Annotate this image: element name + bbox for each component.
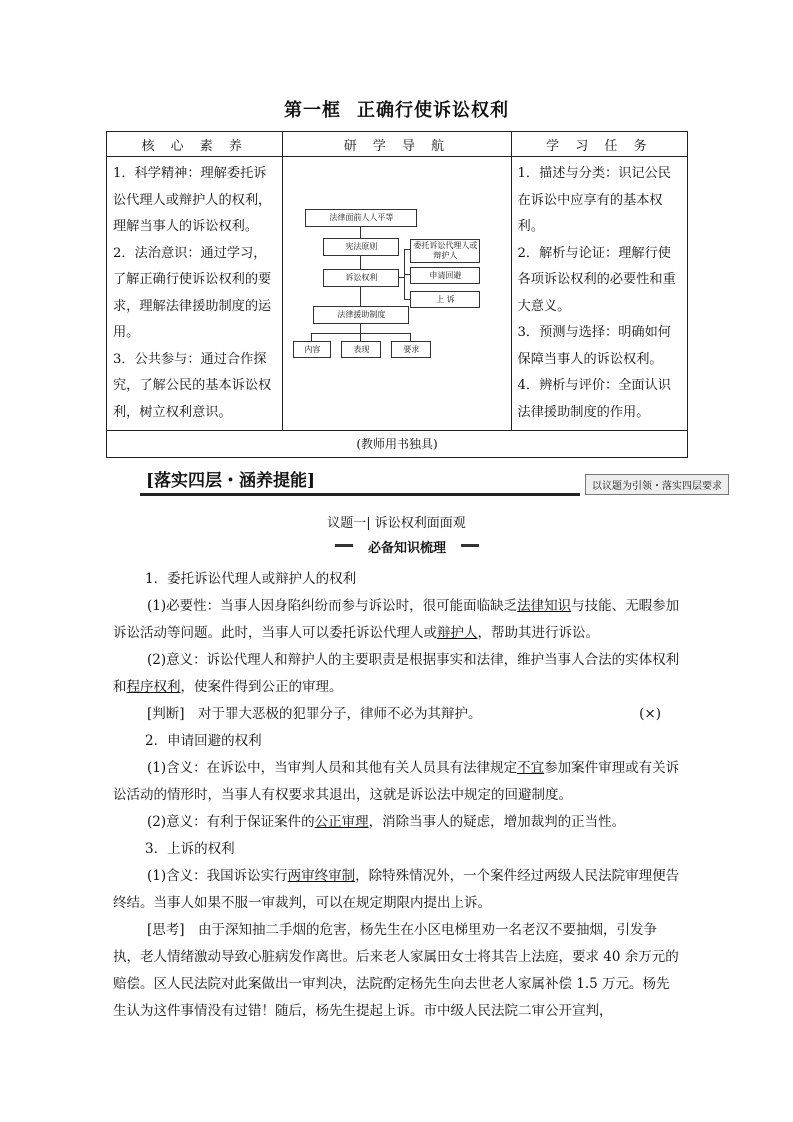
box-aid: 法律援助制度 xyxy=(313,306,409,324)
body-text xyxy=(113,566,683,1025)
page-title xyxy=(0,96,793,122)
topic-title: 议题一| 诉讼权利面面观 xyxy=(327,516,466,531)
teacher-note: (教师用书独具) xyxy=(107,431,688,458)
knowledge-banner xyxy=(337,537,477,556)
section-tag: 以议题为引领・落实四层要求 xyxy=(585,474,729,495)
paragraph-3: (1)含义：在诉讼中，当审判人员和其他有关人员具有法律规定不宜参加案件审理或有关诉讼活动的情形时，当事人有权要求其退出，这就是诉讼法中规定的回避制度。 xyxy=(113,760,680,803)
paragraph-5: (1)含义：我国诉讼实行两审终审制，除特殊情况外，一个案件经过两级人民法院审理便告终结。当事人如果不服一审裁判，可以在规定期限内提出上诉。 xyxy=(113,868,680,911)
tasks-cell xyxy=(511,157,687,431)
section-rule xyxy=(140,493,580,496)
paragraph-4: (2)意义：有利于保证案件的公正审理，消除当事人的疑虑，增加裁判的正当性。 xyxy=(147,814,626,830)
task-item: 2．解析与论证：理解行使各项诉讼权利的必要性和重大意义。 xyxy=(517,245,676,314)
header-tasks: 学 习 任 务 xyxy=(511,132,687,157)
core-item: 1．科学精神：理解委托诉讼代理人或辩护人的权利，理解当事人的诉讼权利。 xyxy=(113,166,272,234)
box-agent: 委托诉讼代理人或辩护人 xyxy=(410,239,480,263)
heading-1: 1．委托诉讼代理人或辩护人的权利 xyxy=(145,571,357,587)
guide-cell xyxy=(283,157,511,431)
core-item: 3．公共参与：通过合作探究，了解公民的基本诉讼权利，树立权利意识。 xyxy=(113,351,272,420)
box-rights: 诉讼权利 xyxy=(323,269,399,287)
header-core: 核 心 素 养 xyxy=(107,132,283,157)
think-paragraph: [思考] 由于深知抽二手烟的危害，杨先生在小区电梯里劝一名老汉不要抽烟，引发争执，老人情绪激动导致心脏病发作离世。后来老人家属田女士将其告上法庭，要求 40 余万元的赔偿。区人民法院对此案做出一审判决，法院酌定杨先生向去世老人家属补偿 1.5 万元。杨先生认为这件事情没有过错！随后，杨先生提起上诉。市中级人民法院二审公开宣判， xyxy=(113,922,679,1019)
box-appeal: 上 诉 xyxy=(410,291,480,308)
box-avoid: 申请回避 xyxy=(410,267,480,284)
task-item: 1．描述与分类：识记公民在诉讼中应享有的基本权利。 xyxy=(517,166,671,234)
overview-table xyxy=(106,131,688,458)
task-item: 4．辨析与评价：全面认识法律援助制度的作用。 xyxy=(517,378,671,420)
judge-mark: (×) xyxy=(639,706,661,722)
heading-2: 2．申请回避的权利 xyxy=(145,733,262,749)
heading-3: 3．上诉的权利 xyxy=(145,841,235,857)
box-form: 表现 xyxy=(341,341,381,358)
paragraph-2: (2)意义：诉讼代理人和辩护人的主要职责是根据事实和法律，维护当事人合法的实体权利和程序权利，使案件得到公正的审理。 xyxy=(113,652,680,695)
concept-diagram xyxy=(283,157,510,427)
task-item: 3．预测与选择：明确如何保障当事人的诉讼权利。 xyxy=(517,325,671,367)
judge-line: [判断] 对于罪大恶极的犯罪分子，律师不必为其辩护。 (×) xyxy=(113,701,683,728)
banner-bar-right xyxy=(461,544,479,547)
title-part2: 正确行使诉讼权利 xyxy=(357,100,509,121)
knowledge-label: 必备知识梳理 xyxy=(367,541,446,556)
box-content: 内容 xyxy=(293,341,331,358)
title-part1: 第一框 xyxy=(284,100,341,121)
box-constitution: 宪法原则 xyxy=(323,238,399,256)
paragraph-1: (1)必要性：当事人因身陷纠纷而参与诉讼时，很可能面临缺乏法律知识与技能、无暇参加诉讼活动等问题。此时，当事人可以委托诉讼代理人或辩护人，帮助其进行诉讼。 xyxy=(113,598,680,641)
box-equal: 法律面前人人平等 xyxy=(305,209,417,227)
banner-bar-left xyxy=(335,544,353,547)
box-req: 要求 xyxy=(391,341,431,358)
section-heading: [落实四层・涵养提能] xyxy=(146,471,316,491)
core-item: 2．法治意识：通过学习，了解正确行使诉讼权利的要求，理解法律援助制度的运用。 xyxy=(113,245,272,340)
header-guide: 研 学 导 航 xyxy=(283,132,511,157)
core-cell xyxy=(107,157,283,431)
